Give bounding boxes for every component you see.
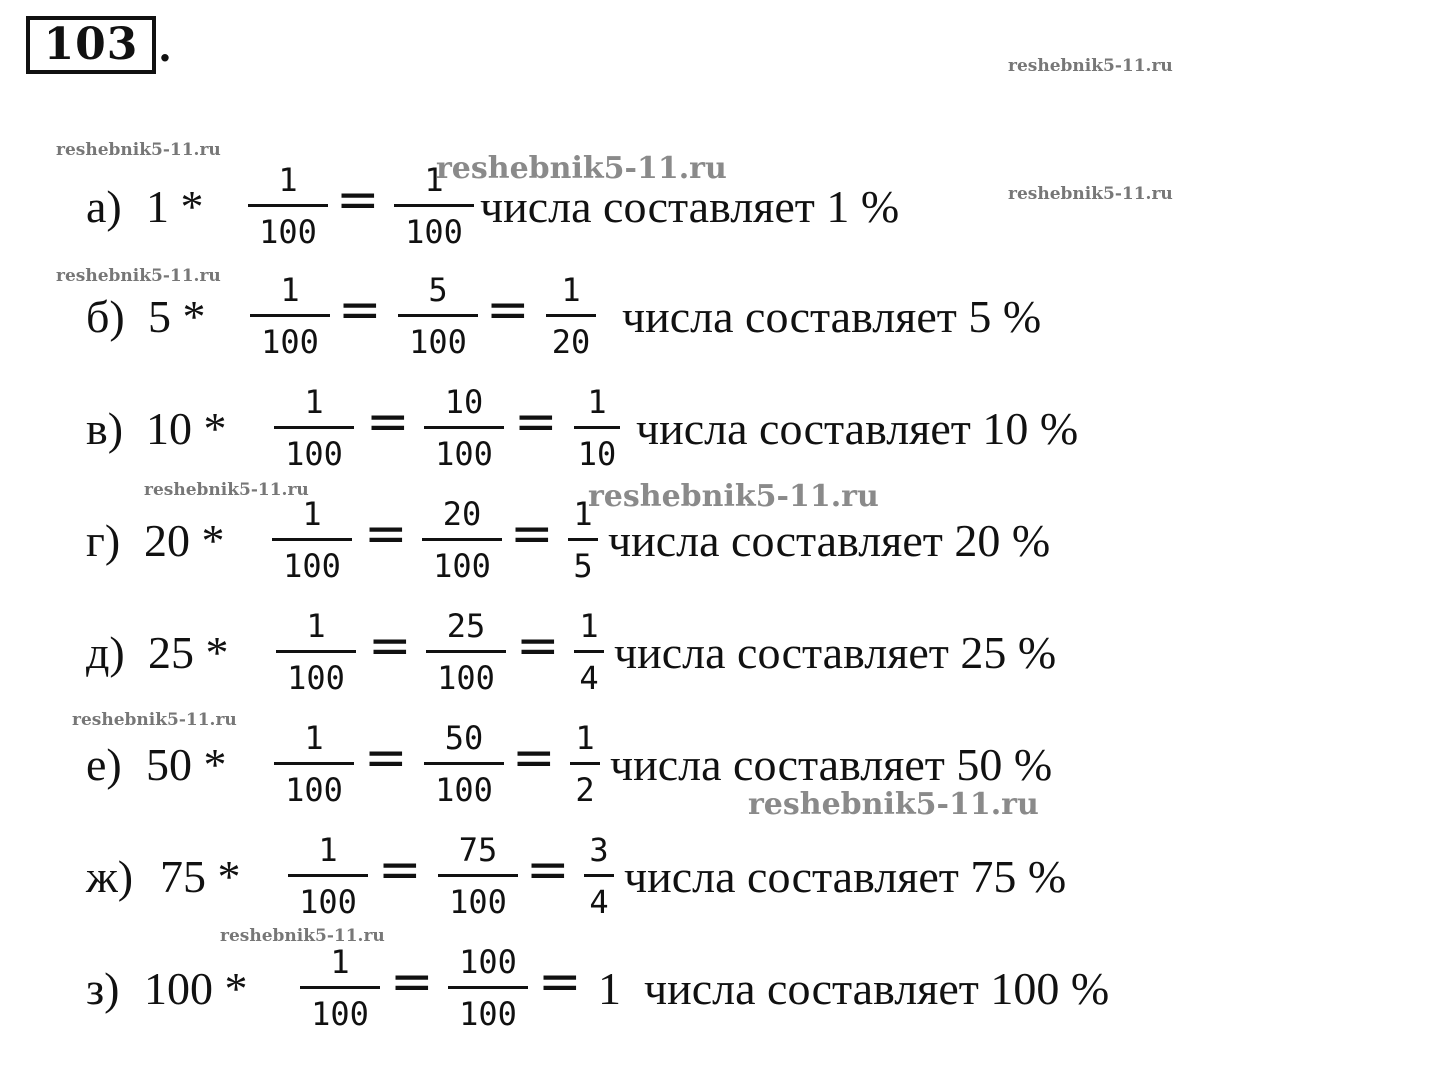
problem-number: 103 — [26, 16, 156, 74]
numerator: 1 — [424, 161, 444, 199]
fraction-bar — [570, 762, 600, 765]
problem-number-dot: . — [158, 24, 172, 71]
numerator: 3 — [589, 831, 609, 869]
watermark: reshebnik5-11.ru — [588, 479, 879, 514]
denominator: 100 — [261, 323, 319, 361]
equals-sign: = — [526, 840, 570, 900]
watermark: reshebnik5-11.ru — [56, 266, 221, 286]
fraction — [300, 942, 380, 1032]
fraction — [274, 382, 354, 472]
denominator: 100 — [259, 213, 317, 251]
equals-sign: = — [366, 392, 410, 452]
fraction-bar — [568, 538, 598, 541]
denominator: 10 — [577, 435, 617, 473]
numerator: 10 — [444, 383, 484, 421]
numerator: 75 — [458, 831, 498, 869]
numerator: 1 — [330, 943, 350, 981]
numerator: 50 — [444, 719, 484, 757]
fraction — [248, 160, 328, 250]
fraction-bar — [424, 762, 504, 765]
fraction — [570, 718, 600, 808]
row-label: г) — [86, 515, 121, 566]
equals-sign: = — [516, 616, 560, 676]
fraction — [274, 718, 354, 808]
watermark: reshebnik5-11.ru — [144, 480, 309, 500]
row-phrase: числа составляет 75 % — [624, 851, 1067, 902]
fraction — [426, 606, 506, 696]
numerator: 1 — [575, 719, 595, 757]
row-phrase: числа составляет 10 % — [636, 403, 1079, 454]
fraction-bar — [248, 204, 328, 207]
row-result: 1 — [598, 963, 621, 1014]
fraction — [424, 382, 504, 472]
row-multiplier: 20 * — [144, 515, 225, 566]
denominator: 100 — [285, 771, 343, 809]
fraction-bar — [276, 650, 356, 653]
fraction — [288, 830, 368, 920]
fraction — [250, 270, 330, 360]
equals-sign: = — [510, 504, 554, 564]
equals-sign: = — [364, 728, 408, 788]
equals-sign: = — [514, 392, 558, 452]
fraction-bar — [288, 874, 368, 877]
fraction — [574, 606, 604, 696]
numerator: 1 — [587, 383, 607, 421]
numerator: 5 — [428, 271, 448, 309]
fraction-bar — [274, 426, 354, 429]
equals-sign: = — [338, 280, 382, 340]
denominator: 100 — [299, 883, 357, 921]
numerator: 1 — [278, 161, 298, 199]
row-label: б) — [86, 291, 125, 342]
row-multiplier: 75 * — [160, 851, 241, 902]
numerator: 1 — [280, 271, 300, 309]
equals-sign: = — [336, 170, 380, 230]
denominator: 100 — [435, 771, 493, 809]
denominator: 100 — [433, 547, 491, 585]
fraction-bar — [426, 650, 506, 653]
fraction-bar — [300, 986, 380, 989]
numerator: 1 — [304, 719, 324, 757]
fraction — [272, 494, 352, 584]
numerator: 1 — [302, 495, 322, 533]
equals-sign: = — [364, 504, 408, 564]
numerator: 1 — [318, 831, 338, 869]
numerator: 20 — [442, 495, 482, 533]
equals-sign: = — [368, 616, 412, 676]
numerator: 1 — [573, 495, 593, 533]
fraction — [448, 942, 528, 1032]
watermark: reshebnik5-11.ru — [1008, 56, 1173, 76]
numerator: 1 — [306, 607, 326, 645]
fraction-bar — [438, 874, 518, 877]
row-multiplier: 1 * — [146, 181, 204, 232]
row-label: д) — [86, 627, 125, 678]
fraction — [276, 606, 356, 696]
equals-sign: = — [486, 280, 530, 340]
watermark: reshebnik5-11.ru — [56, 140, 221, 160]
row-multiplier: 5 * — [148, 291, 206, 342]
denominator: 5 — [573, 547, 593, 585]
row-phrase: числа составляет 100 % — [644, 963, 1110, 1014]
denominator: 100 — [435, 435, 493, 473]
row-label: е) — [86, 739, 122, 790]
row-phrase: числа составляет 5 % — [622, 291, 1042, 342]
numerator: 100 — [459, 943, 517, 981]
fraction — [584, 830, 614, 920]
fraction-bar — [272, 538, 352, 541]
denominator: 20 — [551, 323, 591, 361]
fraction — [574, 382, 620, 472]
row-label: ж) — [86, 851, 134, 902]
denominator: 100 — [459, 995, 517, 1033]
fraction-bar — [274, 762, 354, 765]
row-label: а) — [86, 181, 122, 232]
fraction-bar — [448, 986, 528, 989]
denominator: 100 — [285, 435, 343, 473]
numerator: 1 — [579, 607, 599, 645]
fraction-bar — [584, 874, 614, 877]
denominator: 100 — [449, 883, 507, 921]
denominator: 100 — [287, 659, 345, 697]
row-multiplier: 50 * — [146, 739, 227, 790]
denominator: 100 — [283, 547, 341, 585]
row-multiplier: 10 * — [146, 403, 227, 454]
row-phrase: числа составляет 1 % — [480, 181, 900, 232]
numerator: 1 — [304, 383, 324, 421]
numerator: 1 — [561, 271, 581, 309]
denominator: 2 — [575, 771, 595, 809]
fraction — [398, 270, 478, 360]
denominator: 100 — [405, 213, 463, 251]
fraction-bar — [394, 204, 474, 207]
fraction-bar — [250, 314, 330, 317]
row-phrase: числа составляет 20 % — [608, 515, 1051, 566]
fraction-bar — [574, 650, 604, 653]
equals-sign: = — [512, 728, 556, 788]
denominator: 100 — [409, 323, 467, 361]
row-label: в) — [86, 403, 124, 454]
fraction — [424, 718, 504, 808]
watermark: reshebnik5-11.ru — [436, 151, 727, 186]
equals-sign: = — [378, 840, 422, 900]
denominator: 100 — [437, 659, 495, 697]
row-phrase: числа составляет 25 % — [614, 627, 1057, 678]
fraction — [546, 270, 596, 360]
fraction — [422, 494, 502, 584]
fraction-bar — [546, 314, 596, 317]
watermark: reshebnik5-11.ru — [72, 710, 237, 730]
row-multiplier: 25 * — [148, 627, 229, 678]
fraction — [438, 830, 518, 920]
row-phrase: числа составляет 50 % — [610, 739, 1053, 790]
fraction-bar — [422, 538, 502, 541]
row-label: з) — [86, 963, 120, 1014]
equals-sign: = — [390, 952, 434, 1012]
fraction-bar — [424, 426, 504, 429]
denominator: 100 — [311, 995, 369, 1033]
equals-sign: = — [538, 952, 582, 1012]
fraction-bar — [398, 314, 478, 317]
fraction-bar — [574, 426, 620, 429]
watermark: reshebnik5-11.ru — [220, 926, 385, 946]
denominator: 4 — [579, 659, 599, 697]
denominator: 4 — [589, 883, 609, 921]
watermark: reshebnik5-11.ru — [748, 787, 1039, 822]
numerator: 25 — [446, 607, 486, 645]
watermark: reshebnik5-11.ru — [1008, 184, 1173, 204]
row-multiplier: 100 * — [144, 963, 248, 1014]
